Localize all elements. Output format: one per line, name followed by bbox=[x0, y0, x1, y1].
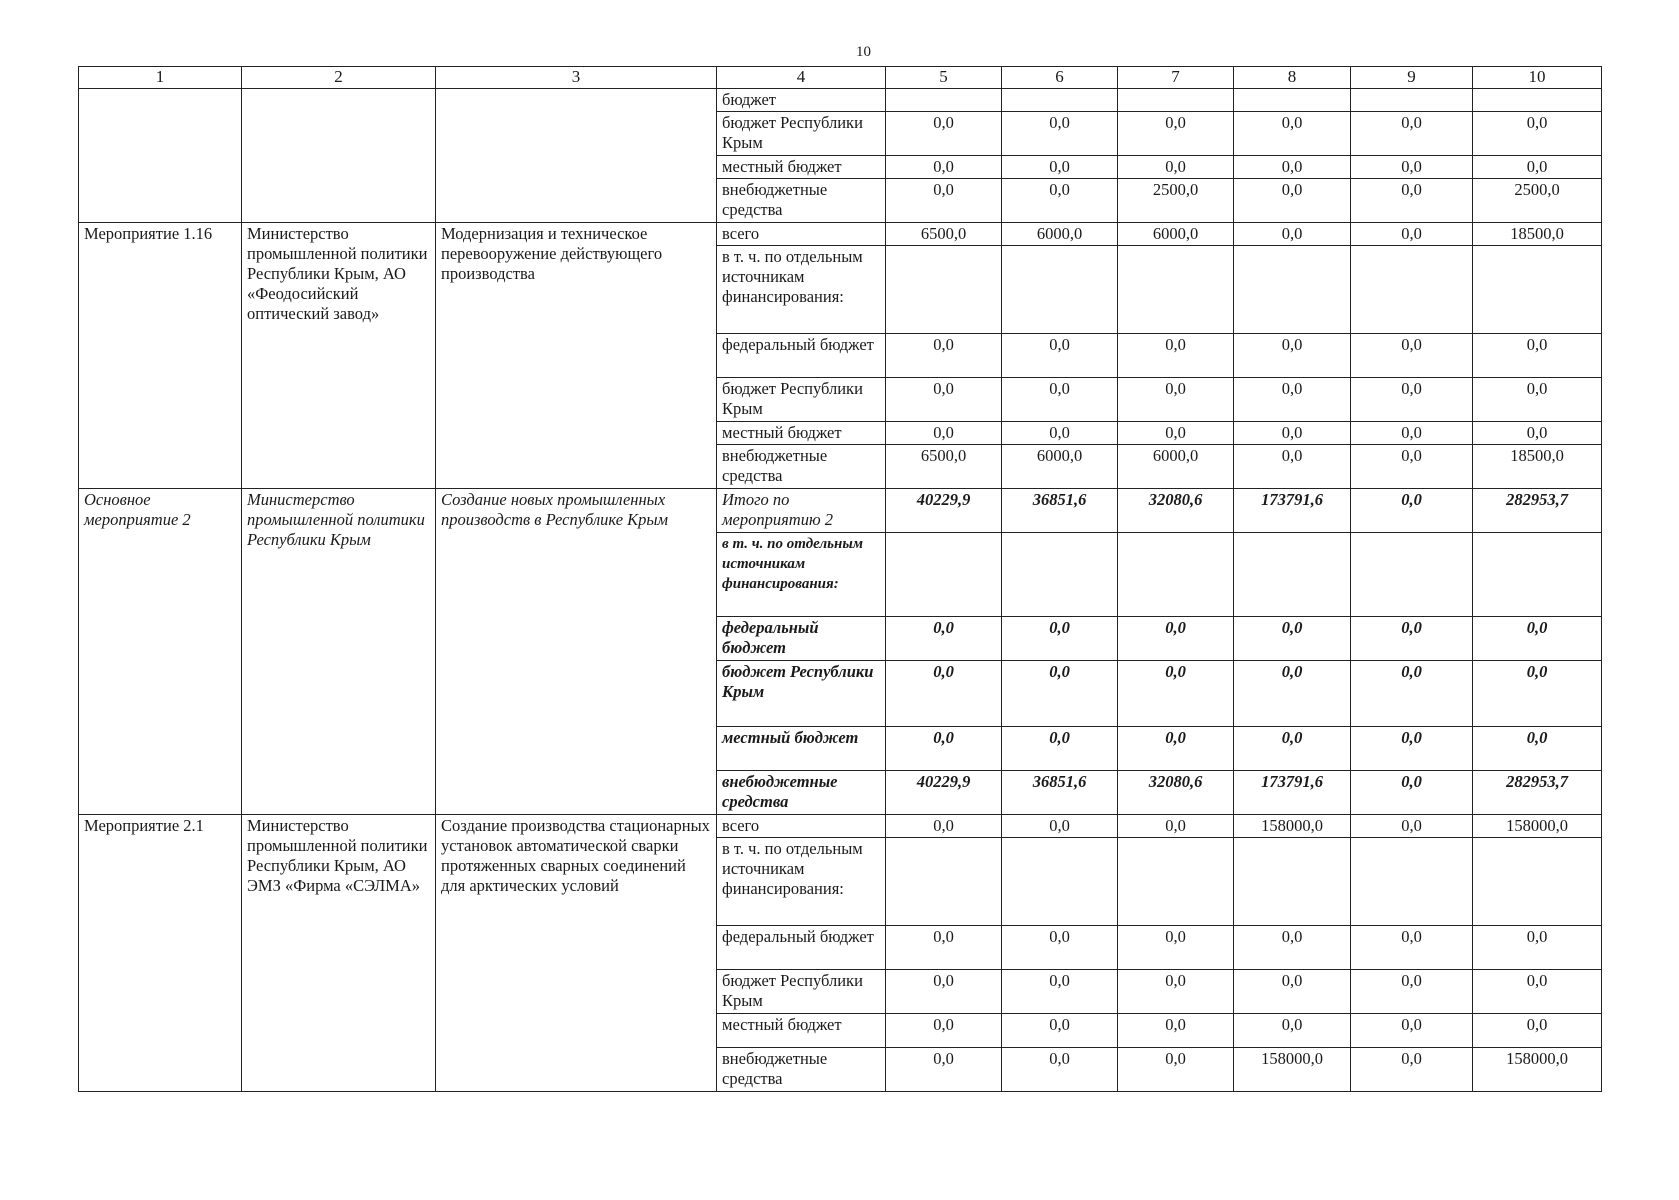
value-cell: 6000,0 bbox=[1118, 223, 1234, 246]
value-cell: 0,0 bbox=[1351, 815, 1473, 838]
value-cell: 0,0 bbox=[886, 815, 1002, 838]
value-cell: 0,0 bbox=[1118, 334, 1234, 378]
value-cell: 158000,0 bbox=[1234, 1048, 1351, 1092]
value-cell: 0,0 bbox=[1234, 617, 1351, 661]
measure-description: Создание новых промышленных производств в Республике Крым bbox=[436, 489, 717, 815]
source-label: внебюджетные средства bbox=[717, 1048, 886, 1092]
responsible-executor: Министерство промышленной политики Республики Крым, АО ЭМЗ «Фирма «СЭЛМА» bbox=[242, 815, 436, 1092]
header-col-7: 7 bbox=[1118, 67, 1234, 89]
measure-name: Мероприятие 1.16 bbox=[79, 223, 242, 489]
header-col-9: 9 bbox=[1351, 67, 1473, 89]
header-col-8: 8 bbox=[1234, 67, 1351, 89]
value-cell: 0,0 bbox=[1002, 1048, 1118, 1092]
value-cell: 32080,6 bbox=[1118, 489, 1234, 533]
value-cell: 0,0 bbox=[886, 1048, 1002, 1092]
value-cell: 0,0 bbox=[886, 378, 1002, 422]
value-cell bbox=[1234, 533, 1351, 617]
value-cell: 0,0 bbox=[1234, 112, 1351, 156]
source-label: внебюджетные средства bbox=[717, 179, 886, 223]
value-cell: 6000,0 bbox=[1002, 445, 1118, 489]
value-cell: 0,0 bbox=[1351, 661, 1473, 727]
header-row bbox=[79, 67, 1602, 89]
value-cell bbox=[1118, 838, 1234, 926]
responsible-executor: Министерство промышленной политики Республики Крым bbox=[242, 489, 436, 815]
value-cell: 0,0 bbox=[1351, 771, 1473, 815]
header-col-3: 3 bbox=[436, 67, 717, 89]
value-cell: 0,0 bbox=[886, 112, 1002, 156]
source-label: местный бюджет bbox=[717, 422, 886, 445]
value-cell: 0,0 bbox=[1002, 661, 1118, 727]
value-cell bbox=[1118, 533, 1234, 617]
value-cell bbox=[1002, 246, 1118, 334]
value-cell: 0,0 bbox=[1002, 970, 1118, 1014]
source-label: всего bbox=[717, 223, 886, 246]
source-label: бюджет Республики Крым bbox=[717, 661, 886, 727]
cont-col2-cell bbox=[242, 89, 436, 223]
value-cell: 0,0 bbox=[1473, 926, 1602, 970]
measure-description: Создание производства стационарных установок автоматической сварки протяженных сварных соединений для арктических условий bbox=[436, 815, 717, 1092]
value-cell: 0,0 bbox=[1351, 112, 1473, 156]
value-cell bbox=[1118, 246, 1234, 334]
value-cell: 0,0 bbox=[1473, 661, 1602, 727]
value-cell bbox=[1351, 89, 1473, 112]
value-cell bbox=[1351, 246, 1473, 334]
source-label: бюджет bbox=[717, 89, 886, 112]
value-cell: 0,0 bbox=[1234, 926, 1351, 970]
source-label: федеральный бюджет bbox=[717, 617, 886, 661]
value-cell: 0,0 bbox=[1351, 422, 1473, 445]
value-cell: 0,0 bbox=[886, 661, 1002, 727]
cont-col3-cell bbox=[436, 89, 717, 223]
header-col-2: 2 bbox=[242, 67, 436, 89]
value-cell: 0,0 bbox=[1118, 378, 1234, 422]
source-label: федеральный бюджет bbox=[717, 926, 886, 970]
value-cell: 0,0 bbox=[886, 179, 1002, 223]
value-cell: 0,0 bbox=[1473, 422, 1602, 445]
value-cell: 0,0 bbox=[1234, 223, 1351, 246]
value-cell bbox=[1234, 246, 1351, 334]
header-col-6: 6 bbox=[1002, 67, 1118, 89]
responsible-executor: Министерство промышленной политики Республики Крым, АО «Феодосийский оптический завод» bbox=[242, 223, 436, 489]
value-cell: 0,0 bbox=[1234, 727, 1351, 771]
table-row bbox=[79, 89, 1602, 112]
value-cell: 0,0 bbox=[1351, 1048, 1473, 1092]
value-cell: 32080,6 bbox=[1118, 771, 1234, 815]
value-cell: 0,0 bbox=[1234, 334, 1351, 378]
value-cell: 40229,9 bbox=[886, 489, 1002, 533]
financing-table bbox=[78, 66, 1602, 1092]
measure-name: Основное мероприятие 2 bbox=[79, 489, 242, 815]
value-cell: 0,0 bbox=[1234, 445, 1351, 489]
value-cell: 6000,0 bbox=[1002, 223, 1118, 246]
value-cell: 0,0 bbox=[1473, 1014, 1602, 1048]
value-cell bbox=[886, 246, 1002, 334]
value-cell bbox=[1351, 838, 1473, 926]
value-cell: 173791,6 bbox=[1234, 771, 1351, 815]
value-cell: 0,0 bbox=[886, 156, 1002, 179]
value-cell: 0,0 bbox=[1118, 422, 1234, 445]
value-cell bbox=[886, 89, 1002, 112]
value-cell bbox=[1234, 89, 1351, 112]
page-number: 10 bbox=[856, 44, 871, 60]
value-cell bbox=[1002, 89, 1118, 112]
value-cell: 0,0 bbox=[1473, 334, 1602, 378]
value-cell: 0,0 bbox=[886, 617, 1002, 661]
value-cell: 282953,7 bbox=[1473, 489, 1602, 533]
source-label: бюджет Республики Крым bbox=[717, 970, 886, 1014]
value-cell: 0,0 bbox=[1118, 970, 1234, 1014]
value-cell: 0,0 bbox=[1351, 617, 1473, 661]
value-cell: 0,0 bbox=[1234, 156, 1351, 179]
value-cell: 6500,0 bbox=[886, 445, 1002, 489]
value-cell bbox=[1473, 533, 1602, 617]
value-cell: 0,0 bbox=[1473, 112, 1602, 156]
value-cell: 2500,0 bbox=[1473, 179, 1602, 223]
value-cell: 0,0 bbox=[1118, 156, 1234, 179]
source-label: бюджет Республики Крым bbox=[717, 112, 886, 156]
value-cell: 0,0 bbox=[1473, 727, 1602, 771]
source-label: бюджет Республики Крым bbox=[717, 378, 886, 422]
value-cell: 0,0 bbox=[1351, 926, 1473, 970]
value-cell: 0,0 bbox=[1351, 179, 1473, 223]
value-cell: 0,0 bbox=[1002, 334, 1118, 378]
source-label: Итого по мероприятию 2 bbox=[717, 489, 886, 533]
value-cell: 0,0 bbox=[1002, 156, 1118, 179]
value-cell: 0,0 bbox=[1002, 112, 1118, 156]
header-col-10: 10 bbox=[1473, 67, 1602, 89]
value-cell: 2500,0 bbox=[1118, 179, 1234, 223]
value-cell: 0,0 bbox=[1351, 156, 1473, 179]
value-cell: 0,0 bbox=[1002, 378, 1118, 422]
value-cell: 0,0 bbox=[1002, 815, 1118, 838]
value-cell: 0,0 bbox=[1002, 727, 1118, 771]
value-cell: 0,0 bbox=[1002, 179, 1118, 223]
value-cell: 0,0 bbox=[1234, 422, 1351, 445]
value-cell: 0,0 bbox=[1002, 422, 1118, 445]
value-cell: 158000,0 bbox=[1234, 815, 1351, 838]
source-label: всего bbox=[717, 815, 886, 838]
value-cell: 6000,0 bbox=[1118, 445, 1234, 489]
measure-description: Модернизация и техническое перевооружение действующего производства bbox=[436, 223, 717, 489]
header-col-5: 5 bbox=[886, 67, 1002, 89]
measure-name: Мероприятие 2.1 bbox=[79, 815, 242, 1092]
table-row bbox=[79, 815, 1602, 838]
value-cell: 282953,7 bbox=[1473, 771, 1602, 815]
value-cell: 0,0 bbox=[1002, 1014, 1118, 1048]
value-cell: 0,0 bbox=[1473, 617, 1602, 661]
source-label: в т. ч. по отдельным источникам финансирования: bbox=[717, 838, 886, 926]
source-label: в т. ч. по отдельным источникам финансирования: bbox=[717, 533, 886, 617]
value-cell: 0,0 bbox=[1118, 112, 1234, 156]
source-label: федеральный бюджет bbox=[717, 334, 886, 378]
value-cell: 0,0 bbox=[1473, 970, 1602, 1014]
value-cell: 18500,0 bbox=[1473, 223, 1602, 246]
value-cell: 0,0 bbox=[1234, 378, 1351, 422]
value-cell: 0,0 bbox=[1118, 815, 1234, 838]
value-cell: 0,0 bbox=[1351, 970, 1473, 1014]
value-cell: 173791,6 bbox=[1234, 489, 1351, 533]
value-cell: 36851,6 bbox=[1002, 771, 1118, 815]
value-cell: 6500,0 bbox=[886, 223, 1002, 246]
table-row bbox=[79, 489, 1602, 533]
value-cell: 0,0 bbox=[886, 970, 1002, 1014]
value-cell: 0,0 bbox=[1118, 1014, 1234, 1048]
value-cell bbox=[1002, 838, 1118, 926]
value-cell: 0,0 bbox=[1351, 727, 1473, 771]
source-label: местный бюджет bbox=[717, 727, 886, 771]
value-cell: 0,0 bbox=[1473, 378, 1602, 422]
source-label: местный бюджет bbox=[717, 156, 886, 179]
value-cell: 0,0 bbox=[1118, 661, 1234, 727]
source-label: внебюджетные средства bbox=[717, 771, 886, 815]
value-cell bbox=[1351, 533, 1473, 617]
value-cell: 0,0 bbox=[886, 727, 1002, 771]
value-cell: 0,0 bbox=[1351, 1014, 1473, 1048]
value-cell bbox=[1473, 246, 1602, 334]
value-cell: 0,0 bbox=[1118, 1048, 1234, 1092]
value-cell: 0,0 bbox=[1234, 1014, 1351, 1048]
value-cell: 36851,6 bbox=[1002, 489, 1118, 533]
source-label: местный бюджет bbox=[717, 1014, 886, 1048]
value-cell: 0,0 bbox=[1234, 179, 1351, 223]
value-cell: 0,0 bbox=[1118, 727, 1234, 771]
value-cell: 0,0 bbox=[886, 334, 1002, 378]
value-cell: 0,0 bbox=[1351, 489, 1473, 533]
value-cell: 0,0 bbox=[886, 1014, 1002, 1048]
source-label: в т. ч. по отдельным источникам финансирования: bbox=[717, 246, 886, 334]
value-cell: 0,0 bbox=[1002, 617, 1118, 661]
value-cell: 0,0 bbox=[1351, 334, 1473, 378]
value-cell bbox=[1473, 89, 1602, 112]
value-cell: 18500,0 bbox=[1473, 445, 1602, 489]
value-cell: 158000,0 bbox=[1473, 1048, 1602, 1092]
value-cell: 0,0 bbox=[1351, 445, 1473, 489]
value-cell: 0,0 bbox=[1118, 617, 1234, 661]
value-cell: 0,0 bbox=[1234, 661, 1351, 727]
value-cell bbox=[1118, 89, 1234, 112]
value-cell: 0,0 bbox=[1351, 223, 1473, 246]
value-cell: 0,0 bbox=[1351, 378, 1473, 422]
header-col-1: 1 bbox=[79, 67, 242, 89]
value-cell: 0,0 bbox=[886, 926, 1002, 970]
value-cell bbox=[1002, 533, 1118, 617]
value-cell bbox=[886, 838, 1002, 926]
value-cell: 40229,9 bbox=[886, 771, 1002, 815]
header-col-4: 4 bbox=[717, 67, 886, 89]
value-cell: 0,0 bbox=[1473, 156, 1602, 179]
source-label: внебюджетные средства bbox=[717, 445, 886, 489]
cont-col1-cell bbox=[79, 89, 242, 223]
value-cell: 0,0 bbox=[886, 422, 1002, 445]
value-cell bbox=[1234, 838, 1351, 926]
value-cell: 158000,0 bbox=[1473, 815, 1602, 838]
value-cell: 0,0 bbox=[1234, 970, 1351, 1014]
value-cell: 0,0 bbox=[1118, 926, 1234, 970]
value-cell: 0,0 bbox=[1002, 926, 1118, 970]
value-cell bbox=[886, 533, 1002, 617]
value-cell bbox=[1473, 838, 1602, 926]
table-row bbox=[79, 223, 1602, 246]
